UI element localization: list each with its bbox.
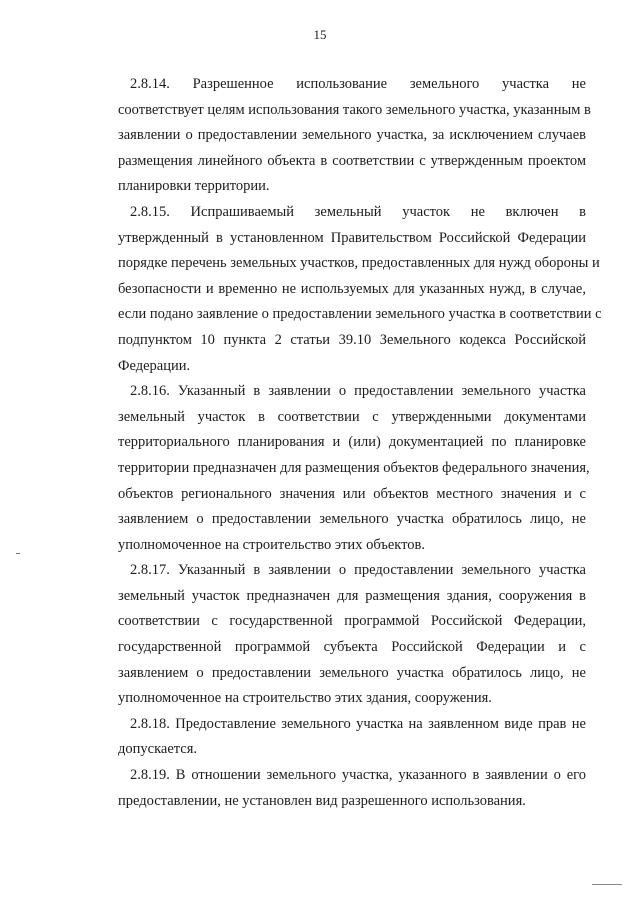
paragraph-line: утвержденный в установленном Правительством Российской Федерации: [118, 229, 586, 246]
paragraph-line: уполномоченное на строительство этих здания, сооружения.: [118, 690, 492, 707]
paragraph-line: если подано заявление о предоставлении земельного участка в соответствии с: [118, 306, 602, 323]
paragraph-line: земельный участок в соответствии с утвержденными документами: [118, 408, 586, 425]
paragraph-line: порядке перечень земельных участков, предоставленных для нужд обороны и: [118, 255, 600, 272]
paragraph-6: [118, 763, 586, 814]
paragraph-5: [118, 712, 586, 763]
paragraph-line: соответствует целям использования такого земельного участка, указанным в: [118, 101, 591, 118]
paragraph-line: допускается.: [118, 741, 198, 758]
paragraph-line: планировки территории.: [118, 178, 270, 195]
paragraph-line: 2.8.18. Предоставление земельного участка на заявленном виде прав не: [130, 715, 586, 732]
paragraph-line: территории предназначен для размещения объектов федерального значения,: [118, 459, 590, 476]
paragraph-line: заявлении о предоставлении земельного участка, за исключением случаев: [118, 127, 586, 144]
paragraph-3: [118, 379, 590, 558]
paragraph-line: уполномоченное на строительство этих объектов.: [118, 536, 425, 553]
paragraph-line: Федерации.: [118, 357, 191, 374]
paragraph-1: [118, 72, 591, 200]
page-number: 15: [313, 27, 327, 42]
paragraph-line: заявлением о предоставлении земельного участка обратилось лицо, не: [118, 664, 586, 681]
paragraph-line: земельный участок предназначен для размещения здания, сооружения в: [118, 587, 586, 604]
paragraph-line: 2.8.19. В отношении земельного участка, указанного в заявлении о его: [130, 767, 586, 784]
paragraph-line: предоставлении, не установлен вид разрешенного использования.: [118, 792, 526, 809]
paragraph-line: 2.8.15. Испрашиваемый земельный участок не включен в: [130, 203, 586, 220]
paragraph-line: подпунктом 10 пункта 2 статьи 39.10 Земельного кодекса Российской: [118, 331, 586, 348]
paragraph-line: размещения линейного объекта в соответствии с утвержденным проектом: [118, 152, 586, 169]
paragraph-line: государственной программой субъекта Российской Федерации и с: [118, 639, 586, 656]
paragraph-line: заявлением о предоставлении земельного участка обратилось лицо, не: [118, 511, 586, 528]
paragraph-line: объектов регионального значения или объектов местного значения и с: [118, 485, 586, 502]
paragraph-line: 2.8.17. Указанный в заявлении о предоставлении земельного участка: [130, 562, 586, 579]
paragraph-line: соответствии с государственной программой Российской Федерации,: [118, 613, 586, 630]
paragraph-4: [118, 558, 586, 712]
paragraph-2: [118, 200, 602, 379]
paragraph-line: 2.8.16. Указанный в заявлении о предоставлении земельного участка: [130, 383, 586, 400]
document-body: [118, 72, 602, 814]
paragraph-line: территориального планирования и (или) документацией по планировке: [118, 434, 586, 451]
paragraph-line: безопасности и временно не используемых для указанных нужд, в случае,: [118, 280, 586, 297]
paragraph-line: 2.8.14. Разрешенное использование земельного участка не: [130, 76, 586, 92]
scan-artifact-corner-line: [592, 884, 622, 885]
scan-artifact-tick: [16, 553, 20, 554]
